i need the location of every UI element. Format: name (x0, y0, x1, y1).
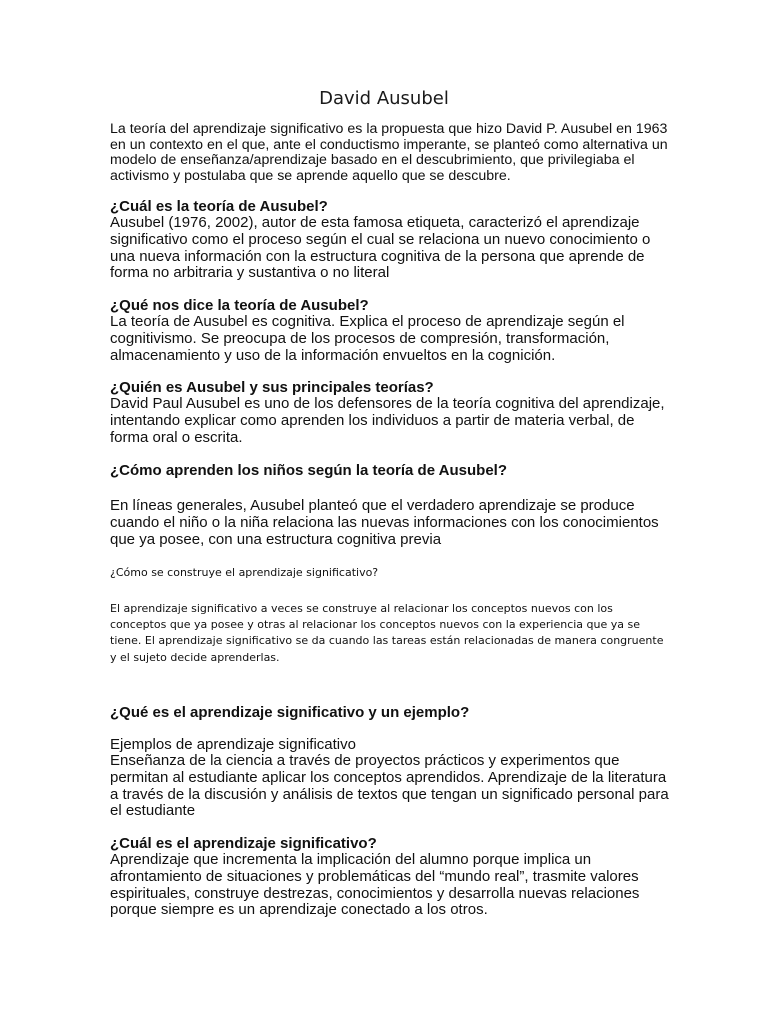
section-heading-ninos: ¿Cómo aprenden los niños según la teoría de Ausubel? (110, 462, 507, 479)
section-heading-ejemplo: ¿Qué es el aprendizaje significativo y un ejemplo? (110, 704, 470, 721)
section-heading-construye: ¿Cómo se construye el aprendizaje significativo? (110, 566, 379, 579)
section-heading-cual-es: ¿Cuál es el aprendizaje significativo? (110, 835, 377, 852)
section-heading-teoria: ¿Cuál es la teoría de Ausubel? (110, 198, 328, 215)
intro-paragraph: La teoría del aprendizaje significativo es la propuesta que hizo David P. Ausubel en 1963 en un contexto en el que, ante el conductismo imperante, se planteó como alternativa un modelo de enseñanza/aprendizaje basado en el descubrimiento, que privilegiaba el activismo y postulaba que se aprende aquello que se descubre. (110, 121, 668, 184)
section-body-ejemplo: Enseñanza de la ciencia a través de proyectos prácticos y experimentos que permitan al estudiante aplicar los conceptos aprendidos. Aprendizaje de la literatura a través de la discusión y análisis de textos que tengan un significado personal para el estudiante (110, 752, 669, 820)
section-body-que-dice: La teoría de Ausubel es cognitiva. Explica el proceso de aprendizaje según el cognitivismo. Se preocupa de los procesos de compresión, transformación, almacenamiento y uso de la información envueltos en la cognición. (110, 313, 625, 364)
section-subtitle-ejemplos: Ejemplos de aprendizaje significativo (110, 736, 356, 753)
section-body-quien-es: David Paul Ausubel es uno de los defensores de la teoría cognitiva del aprendizaje, intentando explicar como aprenden los individuos a partir de materia verbal, de forma oral o escrita. (110, 395, 665, 446)
section-body-construye: El aprendizaje significativo a veces se construye al relacionar los conceptos nuevos con los conceptos que ya posee y otras al relacionar los conceptos nuevos con la experiencia que ya se tiene. El aprendizaje significativo se da cuando las tareas están relacionadas de manera congruente y el sujeto decide aprenderlas. (110, 602, 664, 664)
section-body-teoria: Ausubel (1976, 2002), autor de esta famosa etiqueta, caracterizó el aprendizaje significativo como el proceso según el cual se relaciona un nuevo conocimiento o una nueva información con la estructura cognitiva de la persona que aprende de forma no arbitraria y sustantiva o no literal (110, 214, 651, 282)
document-title: David Ausubel (319, 88, 449, 109)
section-heading-quien-es: ¿Quién es Ausubel y sus principales teorías? (110, 379, 434, 396)
section-heading-que-dice: ¿Qué nos dice la teoría de Ausubel? (110, 297, 369, 314)
section-body-ninos: En líneas generales, Ausubel planteó que el verdadero aprendizaje se produce cuando el niño o la niña relaciona las nuevas informaciones con los conocimientos que ya posee, con una estructura cognitiva previa (110, 497, 659, 548)
section-body-cual-es: Aprendizaje que incrementa la implicación del alumno porque implica un afrontamiento de situaciones y problemáticas del “mundo real”, trasmite valores espirituales, construye destrezas, conocimientos y desarrolla nuevas relaciones porque siempre es un aprendizaje conectado a los otros. (110, 851, 640, 919)
